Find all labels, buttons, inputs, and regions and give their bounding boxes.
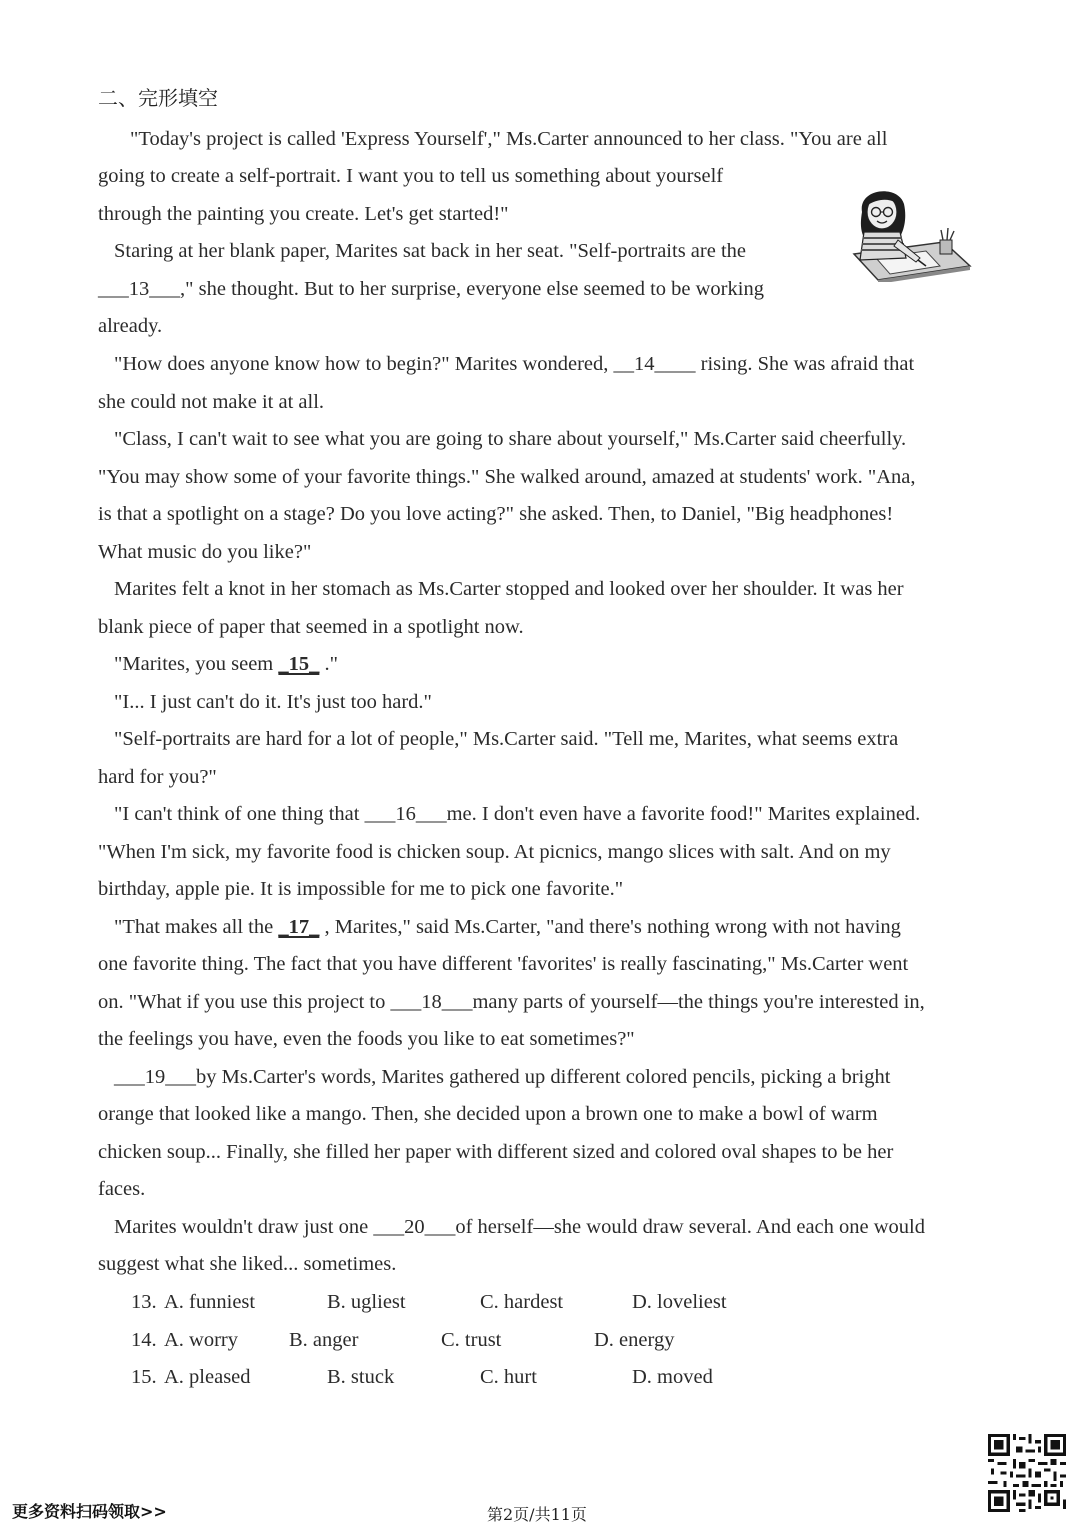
option-d: D. energy	[594, 1329, 675, 1351]
section-title: 二、完形填空	[98, 86, 218, 110]
passage-line: the feelings you have, even the foods you like to eat sometimes?"	[98, 1028, 635, 1050]
passage-line: already.	[98, 315, 163, 337]
passage-line: "You may show some of your favorite things." She walked around, amazed at students' work. "Ana,	[98, 466, 916, 488]
option-b: B. anger	[289, 1329, 359, 1351]
passage-line: faces.	[98, 1178, 146, 1200]
passage-line: "Marites, you seem _15_ ."	[114, 653, 338, 675]
option-a: A. pleased	[164, 1366, 251, 1388]
option-b: B. stuck	[327, 1366, 395, 1388]
footer-promo-text: 更多资料扫码领取>>	[12, 1502, 167, 1521]
blank-17: _17_	[278, 916, 320, 938]
passage-line: chicken soup... Finally, she filled her paper with different sized and colored oval shapes to be her	[98, 1141, 894, 1163]
option-c: C. trust	[441, 1329, 502, 1351]
blank-15: _15_	[278, 653, 320, 675]
blank-19: ___19___	[114, 1066, 196, 1088]
passage-line: hard for you?"	[98, 766, 217, 788]
passage-line: "Self-portraits are hard for a lot of people," Ms.Carter said. "Tell me, Marites, what seems extra	[114, 728, 899, 750]
passage-line: "How does anyone know how to begin?" Marites wondered, __14____ rising. She was afraid that	[114, 353, 915, 375]
passage-line: blank piece of paper that seemed in a spotlight now.	[98, 616, 524, 638]
passage-line: ___19___by Ms.Carter's words, Marites gathered up different colored pencils, picking a bright	[114, 1066, 891, 1088]
blank-18: ___18___	[390, 991, 473, 1013]
option-a: A. worry	[164, 1329, 239, 1351]
qr-code[interactable]	[988, 1434, 1066, 1512]
blank-16: ___16___	[364, 803, 447, 825]
girl-drawing-illustration	[848, 182, 972, 282]
passage-line: through the painting you create. Let's get started!"	[98, 203, 509, 225]
passage-line: "Class, I can't wait to see what you are going to share about yourself," Ms.Carter said cheerfully.	[114, 428, 907, 450]
option-b: B. ugliest	[327, 1291, 406, 1313]
page-number: 第2页/共11页	[487, 1505, 587, 1524]
passage-line: "That makes all the _17_ , Marites," said Ms.Carter, "and there's nothing wrong with not having	[114, 916, 901, 938]
passage-line: on. "What if you use this project to ___18___many parts of yourself—the things you're interested in,	[98, 991, 925, 1013]
passage-line: is that a spotlight on a stage? Do you love acting?" she asked. Then, to Daniel, "Big headphones!	[98, 503, 894, 525]
passage-line: she could not make it at all.	[98, 391, 325, 413]
passage-line: Staring at her blank paper, Marites sat back in her seat. "Self-portraits are the	[114, 240, 746, 262]
passage-line: suggest what she liked... sometimes.	[98, 1253, 397, 1275]
blank-13: ___13___	[98, 278, 180, 300]
passage-line: orange that looked like a mango. Then, she decided upon a brown one to make a bowl of warm	[98, 1103, 878, 1125]
blank-20: ___20___	[373, 1216, 456, 1238]
passage-line: Marites wouldn't draw just one ___20___of herself—she would draw several. And each one would	[114, 1216, 925, 1238]
option-d: D. moved	[632, 1366, 713, 1388]
passage-line: "Today's project is called 'Express Yourself'," Ms.Carter announced to her class. "You are all	[130, 128, 888, 150]
passage-line: Marites felt a knot in her stomach as Ms.Carter stopped and looked over her shoulder. It was her	[114, 578, 904, 600]
passage-line: going to create a self-portrait. I want you to tell us something about yourself	[98, 165, 724, 187]
blank-14: __14____	[613, 353, 696, 375]
option-c: C. hardest	[480, 1291, 564, 1313]
option-d: D. loveliest	[632, 1291, 727, 1313]
passage-line: birthday, apple pie. It is impossible for me to pick one favorite."	[98, 878, 624, 900]
passage-line: ___13___," she thought. But to her surprise, everyone else seemed to be working	[98, 278, 764, 300]
passage-line: "I... I just can't do it. It's just too hard."	[114, 691, 432, 713]
passage-line: "When I'm sick, my favorite food is chicken soup. At picnics, mango slices with salt. And on my	[98, 841, 891, 863]
question-number: 15.	[131, 1366, 157, 1388]
question-number: 13.	[131, 1291, 157, 1313]
passage-line: "I can't think of one thing that ___16___me. I don't even have a favorite food!" Marites explained.	[114, 803, 921, 825]
question-number: 14.	[131, 1329, 157, 1351]
passage-line: What music do you like?"	[98, 541, 312, 563]
passage-line: one favorite thing. The fact that you have different 'favorites' is really fascinating," Ms.Carter went	[98, 953, 909, 975]
option-a: A. funniest	[164, 1291, 256, 1313]
option-c: C. hurt	[480, 1366, 537, 1388]
